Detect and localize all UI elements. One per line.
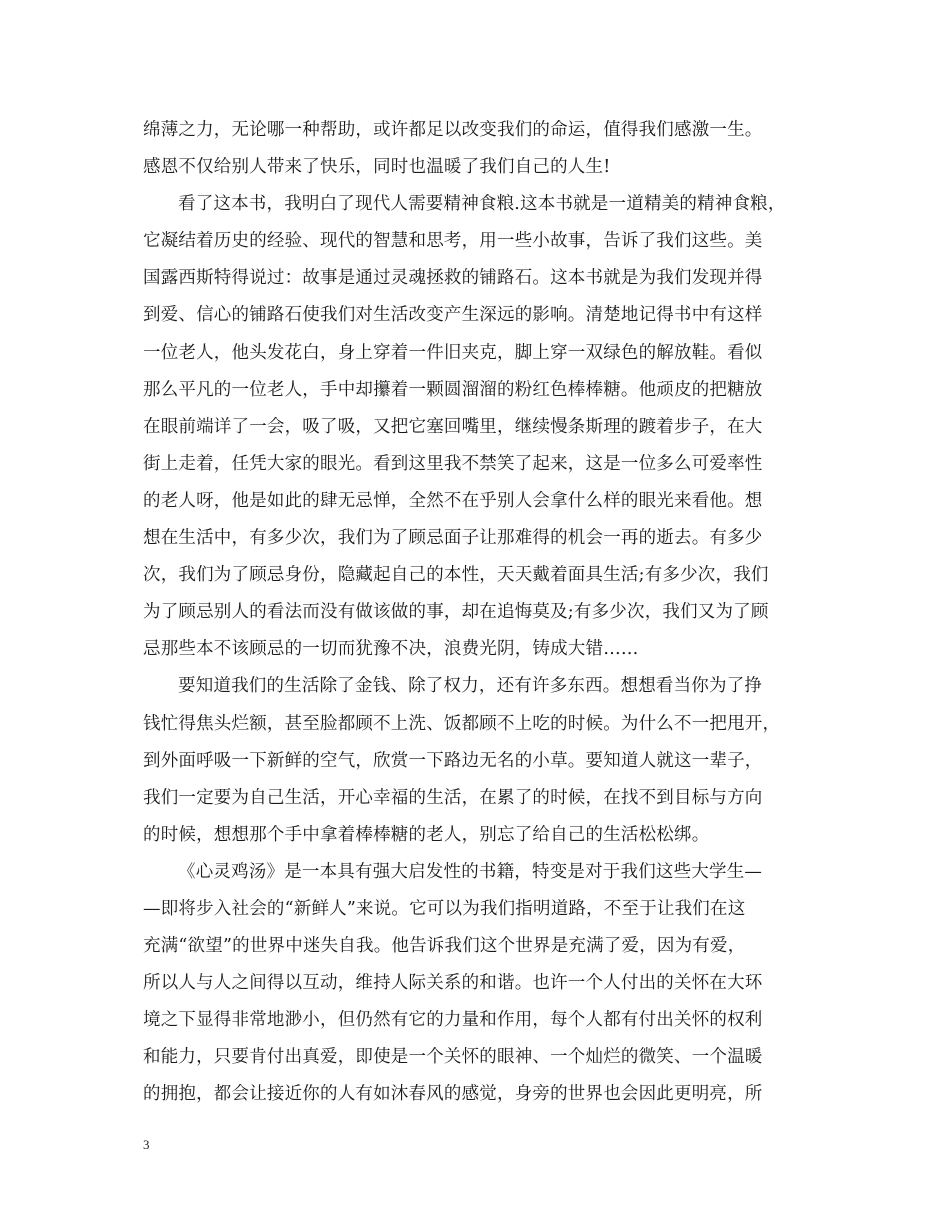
text-line: 的时候，想想那个手中拿着棒棒糖的老人，别忘了给自己的生活松松绑。 [143, 824, 710, 845]
text-line: 境之下显得非常地渺小，但仍然有它的力量和作用，每个人都有付出关怀的权利 [143, 1010, 763, 1031]
text-line: 到外面呼吸一下新鲜的空气，欣赏一下路边无名的小草。要知道人就这一辈子， [143, 750, 763, 771]
text-line: 我们一定要为自己生活，开心幸福的生活，在累了的时候，在找不到目标与方向 [143, 787, 763, 808]
text-line: 绵薄之力，无论哪一种帮助，或许都足以改变我们的命运，值得我们感激一生。 [143, 120, 763, 140]
text-line: —即将步入社会的“新鲜人”来说。它可以为我们指明道路，不至于让我们在这 [143, 898, 746, 919]
text-line: 忌那些本不该顾忌的一切而犹豫不决，浪费光阴，铸成大错…… [143, 639, 639, 660]
text-line: 的拥抱，都会让接近你的人有如沐春风的感觉，身旁的世界也会因此更明亮，所 [143, 1084, 763, 1105]
paragraph-first-line: 看了这本书，我明白了现代人需要精神食粮.这本书就是一道精美的精神食粮， [178, 194, 786, 215]
text-line: 它凝结着历史的经验、现代的智慧和思考，用一些小故事，告诉了我们这些。美 [143, 231, 763, 252]
text-line: 次，我们为了顾忌身份，隐藏起自己的本性，天天戴着面具生活;有多少次，我们 [143, 565, 769, 586]
text-line: 到爱、信心的铺路石使我们对生活改变产生深远的影响。清楚地记得书中有这样 [143, 305, 763, 326]
text-line: 想在生活中，有多少次，我们为了顾忌面子让那难得的机会一再的逝去。有多少 [143, 528, 763, 549]
text-line: 国露西斯特得说过：故事是通过灵魂拯救的铺路石。这本书就是为我们发现并得 [143, 268, 763, 289]
page-number: 3 [143, 1137, 150, 1152]
text-line: 所以人与人之间得以互动，维持人际关系的和谐。也许一个人付出的关怀在大环 [143, 973, 763, 994]
text-line: 街上走着，任凭大家的眼光。看到这里我不禁笑了起来，这是一位多么可爱率性 [143, 453, 763, 474]
body-text [143, 112, 823, 1114]
text-line: 在眼前端详了一会，吸了吸，又把它塞回嘴里，继续慢条斯理的踱着步子，在大 [143, 416, 763, 437]
text-line: 那么平凡的一位老人，手中却攥着一颗圆溜溜的粉红色棒棒糖。他顽皮的把糖放 [143, 379, 763, 400]
text-line: 和能力，只要肯付出真爱，即使是一个关怀的眼神、一个灿烂的微笑、一个温暖 [143, 1047, 763, 1068]
text-line: 感恩不仅给别人带来了快乐，同时也温暖了我们自己的人生! [143, 157, 611, 178]
text-line: 充满“欲望”的世界中迷失自我。他告诉我们这个世界是充满了爱，因为有爱， [143, 936, 746, 957]
paragraph-first-line: 《心灵鸡汤》是一本具有强大启发性的书籍，特变是对于我们这些大学生— [178, 861, 763, 882]
paragraph-first-line: 要知道我们的生活除了金钱、除了权力，还有许多东西。想想看当你为了挣 [178, 676, 763, 697]
text-line: 的老人呀，他是如此的肆无忌惮，全然不在乎别人会拿什么样的眼光来看他。想 [143, 490, 763, 511]
text-line: 为了顾忌别人的看法而没有做该做的事，却在追悔莫及;有多少次，我们又为了顾 [143, 602, 769, 623]
text-line: 一位老人，他头发花白，身上穿着一件旧夹克，脚上穿一双绿色的解放鞋。看似 [143, 342, 763, 363]
text-line: 钱忙得焦头烂额，甚至脸都顾不上洗、饭都顾不上吃的时候。为什么不一把甩开， [143, 713, 781, 734]
